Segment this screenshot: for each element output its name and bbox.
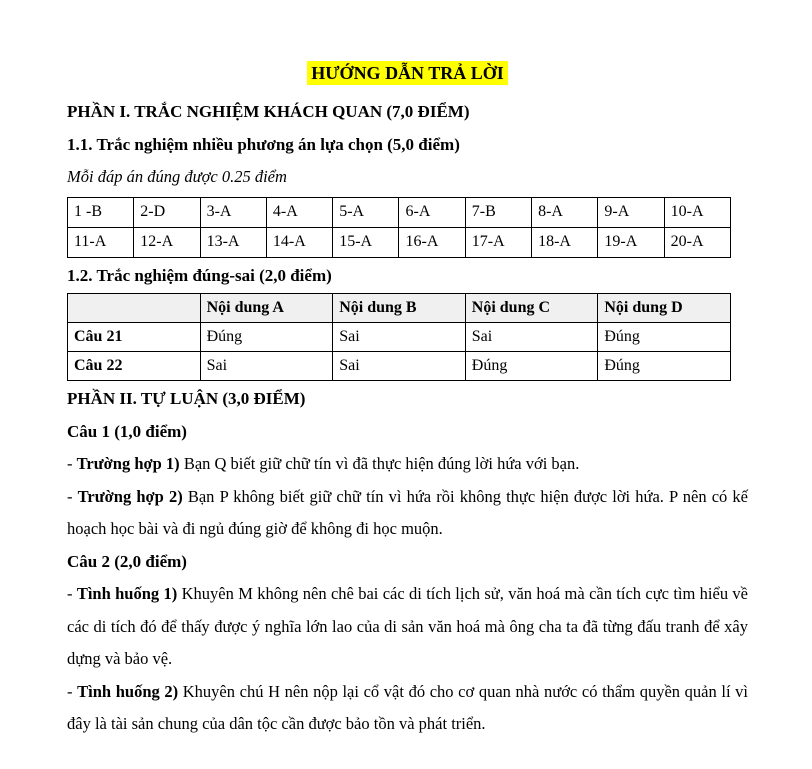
answer-cell: 12-A bbox=[134, 227, 200, 257]
answer-cell: 6-A bbox=[399, 197, 465, 227]
answer-cell: 1 -B bbox=[68, 197, 134, 227]
dash: - bbox=[67, 486, 78, 506]
dash: - bbox=[67, 584, 77, 603]
case-text: Bạn Q biết giữ chữ tín vì đã thực hiện đúng lời hứa với bạn. bbox=[179, 454, 580, 473]
answer-cell: 4-A bbox=[266, 197, 332, 227]
case-lead-in: Trường hợp 2) bbox=[77, 486, 183, 506]
table-row bbox=[68, 227, 731, 257]
answer-cell: 20-A bbox=[664, 227, 730, 257]
cau1-case1-paragraph bbox=[67, 448, 748, 481]
answer-cell: 13-A bbox=[200, 227, 266, 257]
table-row bbox=[68, 352, 731, 381]
header-cell: Nội dung C bbox=[465, 294, 598, 323]
answer-cell: 17-A bbox=[465, 227, 531, 257]
answer-cell: 15-A bbox=[333, 227, 399, 257]
tf-cell: Sai bbox=[333, 323, 466, 352]
section-1-2-heading: 1.2. Trắc nghiệm đúng-sai (2,0 điểm) bbox=[67, 265, 332, 285]
dash: - bbox=[67, 454, 77, 473]
tf-cell: Đúng bbox=[598, 352, 731, 381]
tf-cell: Sai bbox=[200, 352, 333, 381]
scoring-note: Mỗi đáp án đúng được 0.25 điểm bbox=[67, 167, 287, 186]
table-header-row bbox=[68, 294, 731, 323]
situation-lead-in: Tình huống 1) bbox=[76, 584, 178, 603]
answer-cell: 9-A bbox=[598, 197, 664, 227]
header-cell-empty bbox=[68, 294, 201, 323]
title-row bbox=[67, 58, 748, 90]
question-label-cell: Câu 21 bbox=[68, 323, 201, 352]
answer-cell: 5-A bbox=[333, 197, 399, 227]
answer-cell: 10-A bbox=[664, 197, 730, 227]
answer-cell: 14-A bbox=[266, 227, 332, 257]
cau2-heading: Câu 2 (2,0 điểm) bbox=[67, 551, 187, 571]
table-row bbox=[68, 197, 731, 227]
tf-cell: Sai bbox=[333, 352, 466, 381]
dash: - bbox=[67, 681, 78, 701]
answer-cell: 3-A bbox=[200, 197, 266, 227]
page-title: HƯỚNG DẪN TRẢ LỜI bbox=[307, 61, 508, 85]
multiple-choice-answer-table bbox=[67, 197, 731, 258]
answer-cell: 2-D bbox=[134, 197, 200, 227]
answer-cell: 8-A bbox=[532, 197, 598, 227]
tf-cell: Sai bbox=[465, 323, 598, 352]
header-cell: Nội dung A bbox=[200, 294, 333, 323]
situation-text: Khuyên M không nên chê bai các di tích lịch sử, văn hoá mà cần tích cực tìm hiểu về các di tích đó để thấy được ý nghĩa lớn lao của di sản văn hoá mà ông cha ta đã từng đấu tranh để xây dựng và bảo vệ. bbox=[67, 584, 749, 668]
answer-cell: 11-A bbox=[68, 227, 134, 257]
cau2-situation2-paragraph bbox=[67, 676, 748, 741]
part2-heading: PHẦN II. TỰ LUẬN (3,0 ĐIỂM) bbox=[67, 389, 306, 408]
answer-cell: 7-B bbox=[465, 197, 531, 227]
cau1-heading: Câu 1 (1,0 điểm) bbox=[67, 421, 187, 441]
case-text: Bạn P không biết giữ chữ tín vì hứa rồi không thực hiện được lời hứa. P nên có kế hoạch học bài và đi ngủ đúng giờ để không đi học muộn. bbox=[67, 486, 748, 538]
header-cell: Nội dung B bbox=[333, 294, 466, 323]
true-false-answer-table bbox=[67, 293, 731, 381]
answer-cell: 19-A bbox=[598, 227, 664, 257]
header-cell: Nội dung D bbox=[598, 294, 731, 323]
answer-cell: 16-A bbox=[399, 227, 465, 257]
table-row bbox=[68, 323, 731, 352]
cau1-case2-paragraph bbox=[67, 481, 748, 546]
section-1-1-heading: 1.1. Trắc nghiệm nhiều phương án lựa chọn (5,0 điểm) bbox=[67, 134, 460, 154]
tf-cell: Đúng bbox=[598, 323, 731, 352]
part1-heading: PHẦN I. TRẮC NGHIỆM KHÁCH QUAN (7,0 ĐIỂM) bbox=[67, 102, 470, 121]
cau2-situation1-paragraph bbox=[67, 578, 748, 676]
tf-cell: Đúng bbox=[200, 323, 333, 352]
question-label-cell: Câu 22 bbox=[68, 352, 201, 381]
situation-text: Khuyên chú H nên nộp lại cổ vật đó cho cơ quan nhà nước có thẩm quyền quản lí vì đây là tài sản chung của dân tộc cần được bảo tồn và phát triển. bbox=[67, 681, 748, 733]
situation-lead-in: Tình huống 2) bbox=[77, 681, 179, 701]
answer-cell: 18-A bbox=[532, 227, 598, 257]
case-lead-in: Trường hợp 1) bbox=[76, 454, 180, 473]
tf-cell: Đúng bbox=[465, 352, 598, 381]
